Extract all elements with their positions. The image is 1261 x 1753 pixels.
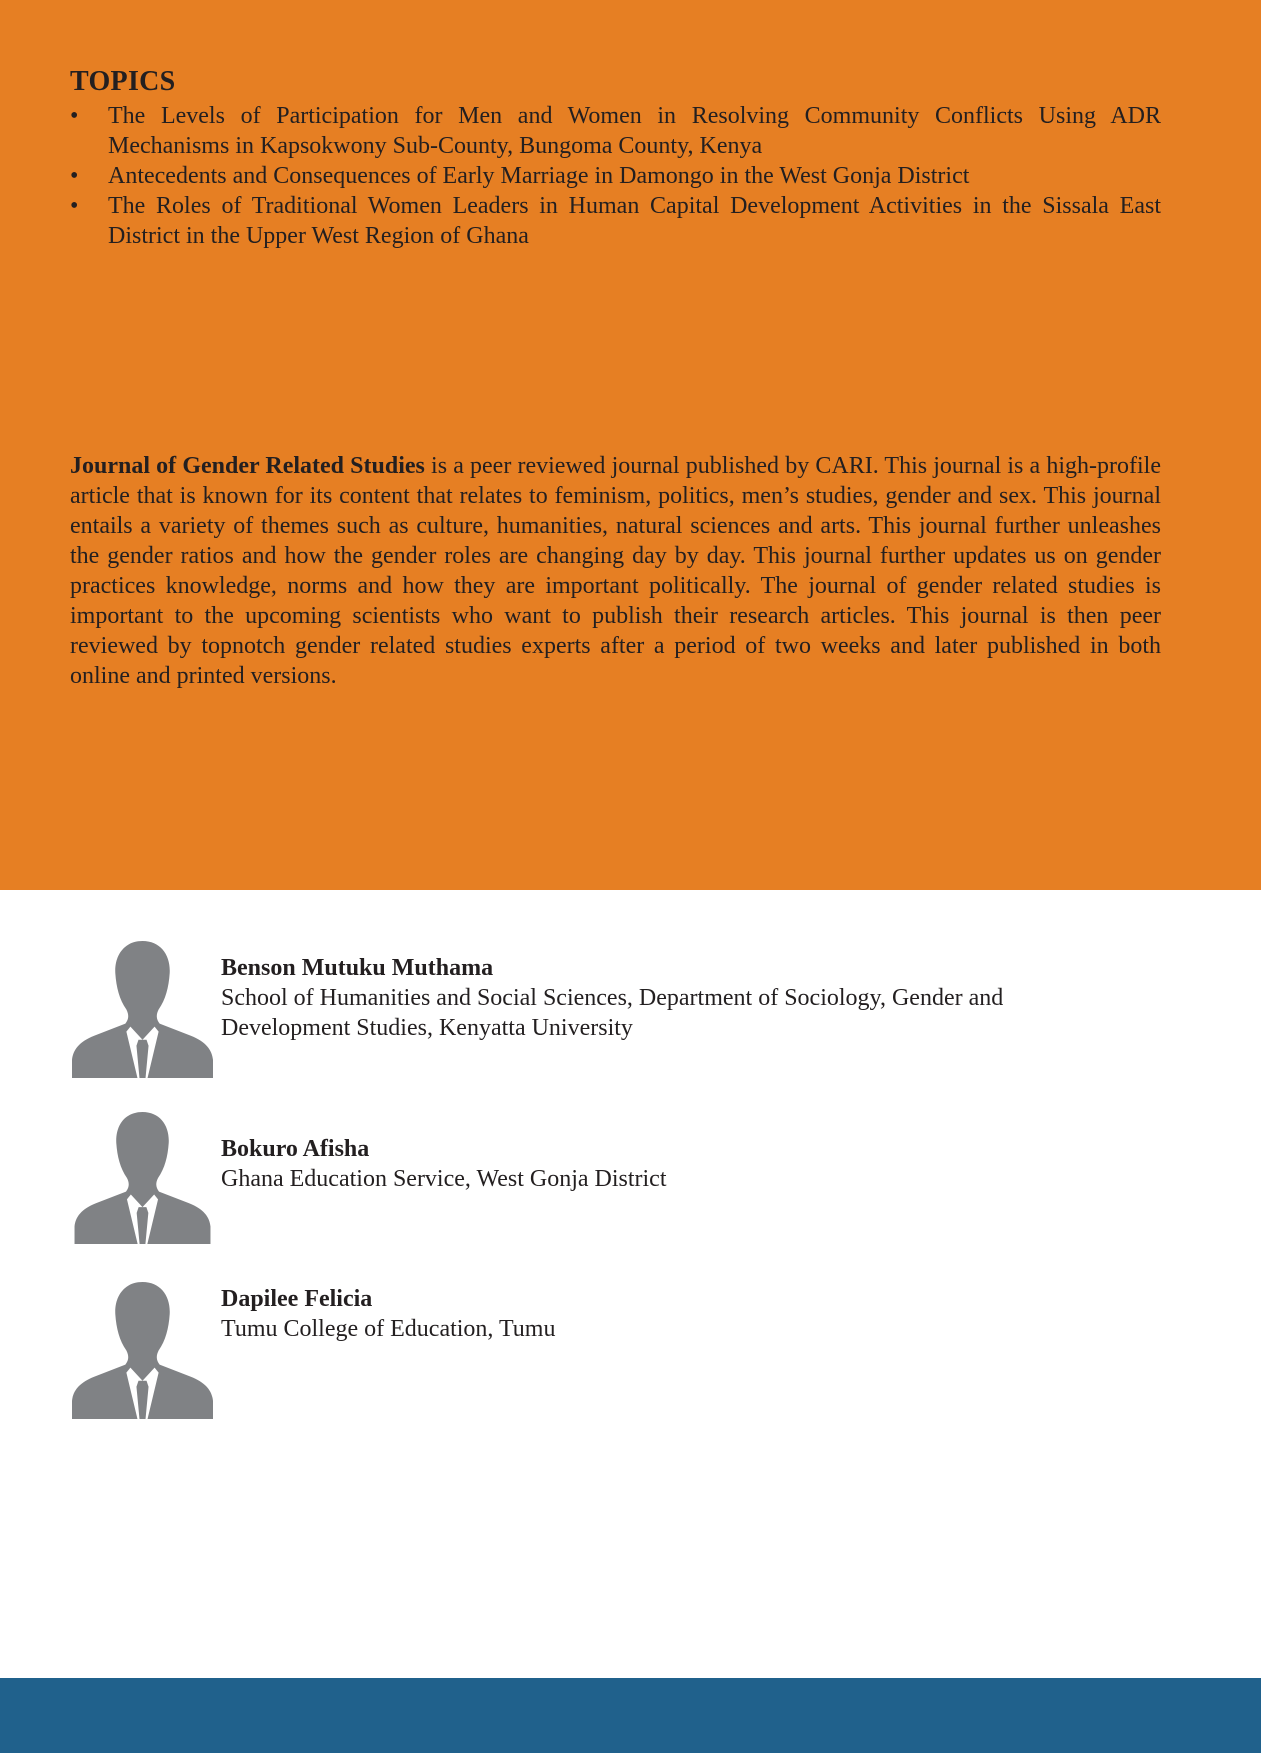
bullet-icon: • bbox=[70, 163, 79, 189]
author-card bbox=[72, 1280, 1072, 1418]
footer-band bbox=[0, 1678, 1261, 1753]
author-info bbox=[221, 1284, 1081, 1344]
topics-heading: TOPICS bbox=[70, 66, 176, 97]
topic-text: Antecedents and Consequences of Early Marriage in Damongo in the West Gonja District bbox=[108, 163, 970, 189]
person-silhouette-icon bbox=[72, 1280, 213, 1419]
author-affiliation: School of Humanities and Social Sciences, Department of Sociology, Gender and Development Studies, Kenyatta University bbox=[221, 985, 1004, 1041]
person-silhouette-icon bbox=[72, 1110, 213, 1244]
journal-name: Journal of Gender Related Studies bbox=[70, 453, 425, 479]
topic-text: The Roles of Traditional Women Leaders in Human Capital Development Activities in the Sissala East District in the Upper West Region of Ghana bbox=[108, 193, 1161, 249]
topic-item bbox=[70, 191, 1161, 251]
author-affiliation: Ghana Education Service, West Gonja District bbox=[221, 1166, 667, 1192]
topics-list bbox=[70, 101, 1161, 251]
author-affiliation: Tumu College of Education, Tumu bbox=[221, 1316, 556, 1342]
author-name: Benson Mutuku Muthama bbox=[221, 955, 494, 981]
topic-text: The Levels of Participation for Men and Women in Resolving Community Conflicts Using ADR Mechanisms in Kapsokwony Sub-County, Bungoma County, Kenya bbox=[108, 103, 1161, 159]
person-silhouette-icon bbox=[72, 939, 213, 1078]
author-name: Bokuro Afisha bbox=[221, 1136, 370, 1162]
bullet-icon: • bbox=[70, 103, 79, 129]
topic-item bbox=[70, 161, 1161, 191]
journal-description bbox=[70, 451, 1161, 691]
author-info bbox=[221, 1134, 1081, 1194]
author-card bbox=[72, 1110, 1072, 1246]
author-card bbox=[72, 939, 1072, 1079]
journal-description-text: is a peer reviewed journal published by CARI. This journal is a high-profile article that is known for its content that relates to feminism, politics, men’s studies, gender and sex. This journal entails a variety of themes such as culture, humanities, natural sciences and arts. This journal further unleashes the gender ratios and how the gender roles are changing day by day. This journal further updates us on gender practices knowledge, norms and how they are important politically. The journal of gender related studies is important to the upcoming scientists who want to publish their research articles. This journal is then peer reviewed by topnotch gender related studies experts after a period of two weeks and later published in both online and printed versions. bbox=[70, 453, 1162, 689]
topic-item bbox=[70, 101, 1161, 161]
author-info bbox=[221, 953, 1081, 1043]
bullet-icon: • bbox=[70, 193, 79, 219]
author-name: Dapilee Felicia bbox=[221, 1286, 373, 1312]
